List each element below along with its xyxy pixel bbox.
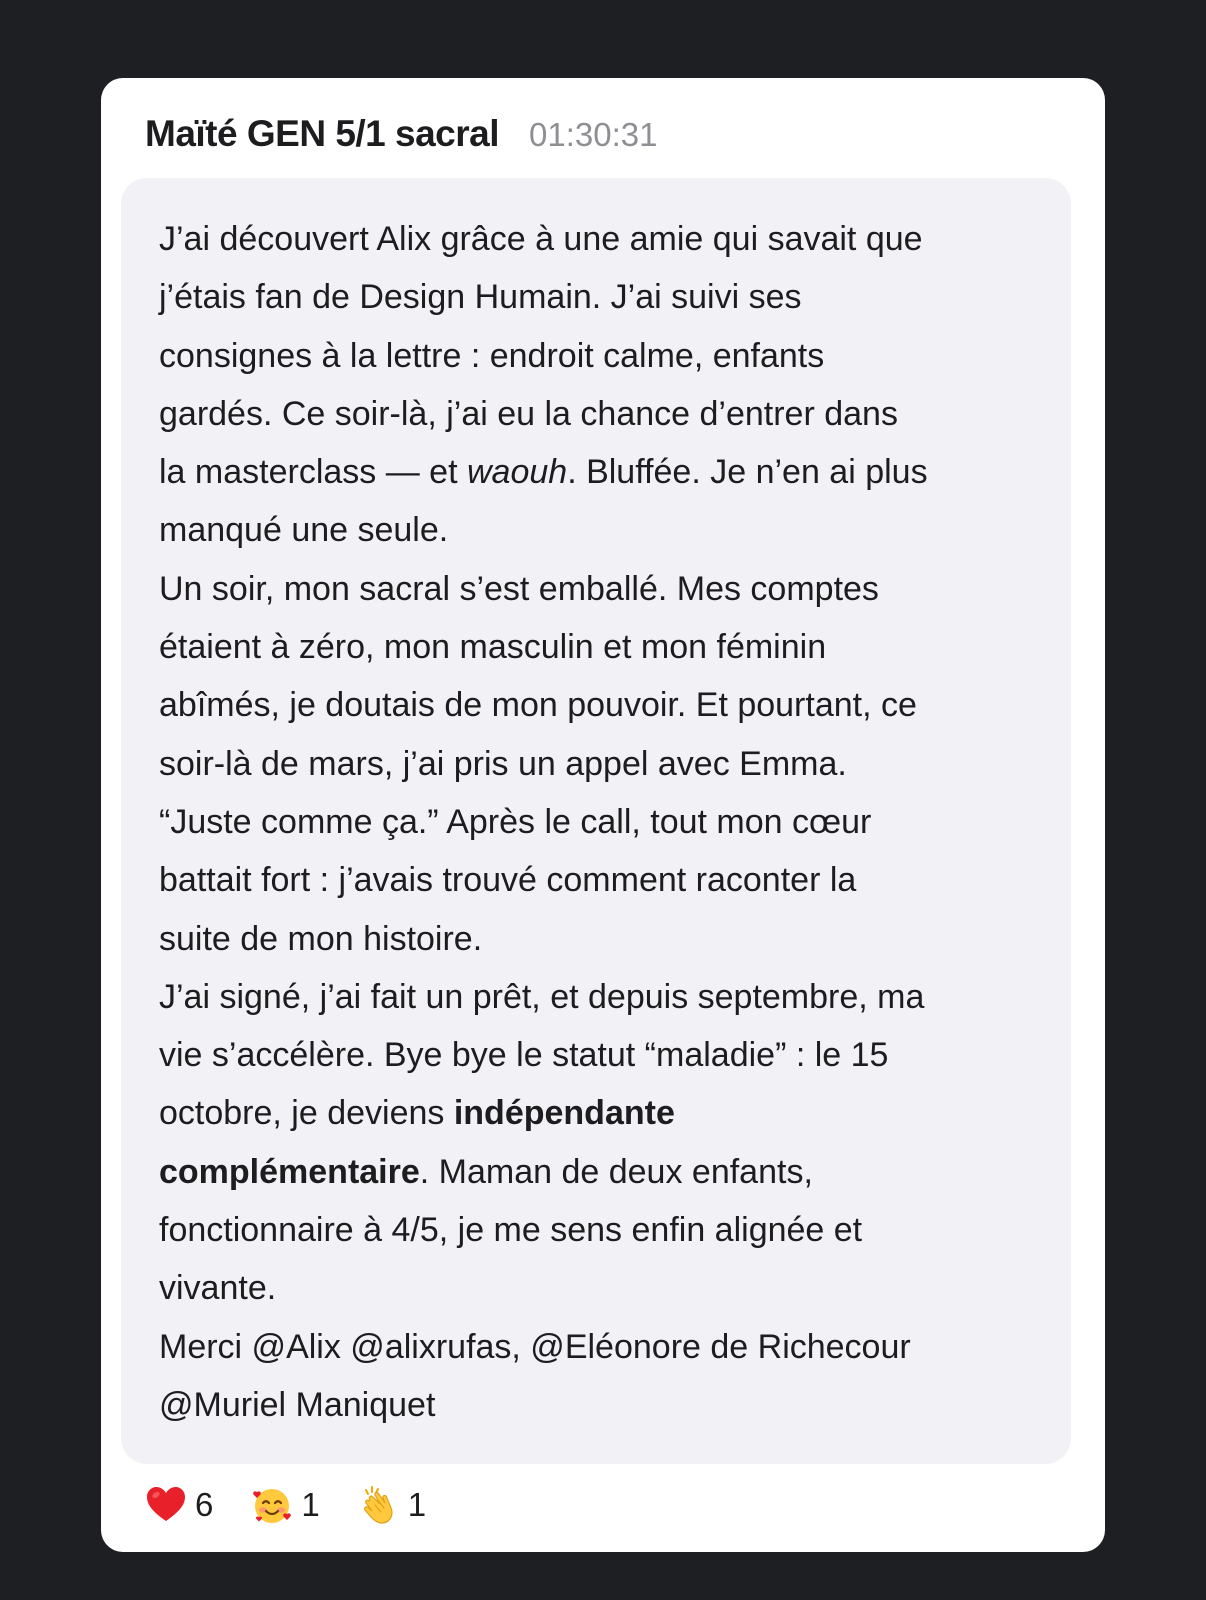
reaction-clapping-hands[interactable] [358, 1484, 426, 1526]
message-body [159, 210, 1039, 1434]
message-line: vie s’accélère. Bye bye le statut “maladie” : le 15 [159, 1036, 889, 1075]
message-line: abîmés, je doutais de mon pouvoir. Et pourtant, ce [159, 686, 917, 725]
message-line: J’ai signé, j’ai fait un prêt, et depuis septembre, ma [159, 977, 925, 1016]
message-line: suite de mon histoire. [159, 919, 483, 958]
message-line: la masterclass — et waouh. Bluffée. Je n’en ai plus [159, 453, 928, 492]
reaction-heart[interactable] [145, 1484, 213, 1526]
message-line: Un soir, mon sacral s’est emballé. Mes comptes [159, 569, 879, 608]
message-line: octobre, je deviens indépendante [159, 1094, 675, 1133]
message-timestamp: 01:30:31 [529, 116, 658, 153]
message-line: gardés. Ce soir-là, j’ai eu la chance d’entrer dans [159, 394, 898, 433]
message-line: vivante. [159, 1269, 277, 1308]
message-line: j’étais fan de Design Humain. J’ai suivi ses [159, 278, 802, 317]
reaction-count: 1 [407, 1486, 427, 1523]
message-line: soir-là de mars, j’ai pris un appel avec Emma. [159, 744, 847, 783]
message-line: “Juste comme ça.” Après le call, tout mon cœur [159, 802, 872, 841]
clapping-hands-icon [358, 1484, 400, 1526]
message-line: complémentaire. Maman de deux enfants, [159, 1152, 813, 1191]
reaction-smiling-face-with-hearts[interactable] [251, 1484, 319, 1526]
message-line: fonctionnaire à 4/5, je me sens enfin alignée et [159, 1211, 863, 1250]
smiling-face-with-hearts-icon [251, 1484, 293, 1526]
message-line: étaient à zéro, mon masculin et mon féminin [159, 628, 827, 667]
italic-text: waouh [466, 453, 568, 492]
message-line: @Muriel Maniquet [159, 1385, 436, 1424]
message-header [145, 113, 658, 169]
message-line: J’ai découvert Alix grâce à une amie qui savait que [159, 220, 923, 258]
reaction-count: 1 [301, 1486, 320, 1523]
message-line: consignes à la lettre : endroit calme, enfants [159, 336, 825, 375]
reactions-bar [145, 1480, 464, 1530]
author-name[interactable]: Maïté GEN 5/1 sacral [145, 113, 500, 154]
bold-text: complémentaire [159, 1152, 420, 1191]
message-line: battait fort : j’avais trouvé comment raconter la [159, 861, 857, 900]
red-heart-icon [145, 1484, 187, 1526]
message-line: Merci @Alix @alixrufas, @Eléonore de Richecour [159, 1327, 911, 1366]
bold-text: indépendante [453, 1094, 675, 1133]
reaction-count: 6 [195, 1486, 214, 1523]
message-line: manqué une seule. [159, 511, 449, 550]
